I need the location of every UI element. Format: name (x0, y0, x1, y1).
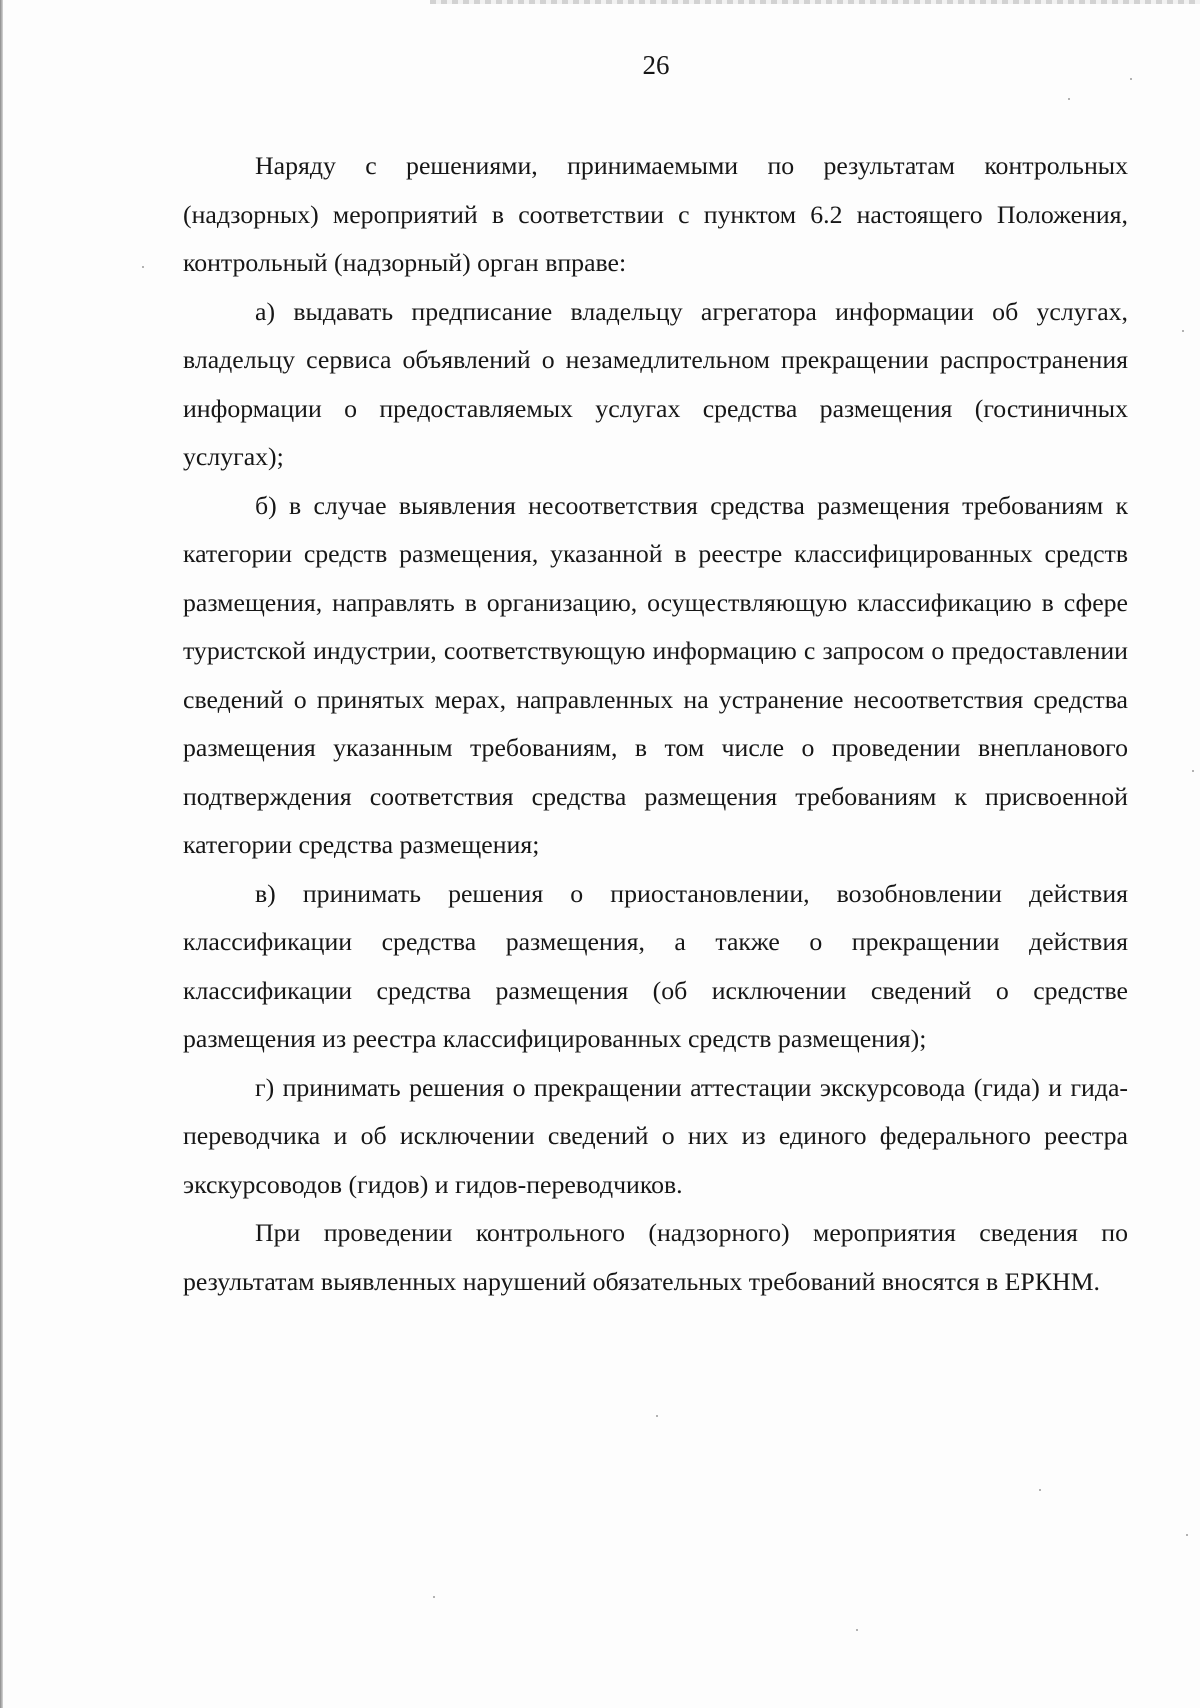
scan-speck (656, 1415, 658, 1417)
scan-speck (1068, 98, 1070, 100)
closing-paragraph: При проведении контрольного (надзорного) мероприятия сведения по результатам выявленных нарушений обязательных требований вносятся в ЕРКНМ. (183, 1218, 1128, 1296)
scan-edge-top (430, 0, 1200, 4)
scan-speck (142, 266, 144, 268)
scan-edge-left (0, 0, 3, 1708)
intro-paragraph: Наряду с решениями, принимаемыми по результатам контрольных (надзорных) мероприятий в соответствии с пунктом 6.2 настоящего Положения, контрольный (надзорный) орган вправе: (183, 151, 1128, 277)
scan-speck (1192, 770, 1194, 772)
document-body (183, 142, 1128, 1306)
item-b-paragraph: б) в случае выявления несоответствия средства размещения требованиям к категории средств размещения, указанной в реестре классифицированных средств размещения, направлять в организацию, осуществляющую классификацию в сфере туристской индустрии, соответствующую информацию с запросом о предоставлении сведений о принятых мерах, направленных на устранение несоответствия средства размещения указанным требованиям, в том числе о проведении внепланового подтверждения соответствия средства размещения требованиям к присвоенной категории средства размещения; (183, 490, 1128, 859)
item-a-paragraph: а) выдавать предписание владельцу агрегатора информации об услугах, владельцу сервиса объявлений о незамедлительном прекращении распространения информации о предоставляемых услугах средства размещения (гостиничных услугах); (183, 296, 1128, 471)
item-v-paragraph: в) принимать решения о приостановлении, возобновлении действия классификации средства размещения, а также о прекращении действия классификации средства размещения (об исключении сведений о средстве размещения из реестра классифицированных средств размещения); (183, 878, 1128, 1053)
item-g-paragraph: г) принимать решения о прекращении аттестации экскурсовода (гида) и гида-переводчика и об исключении сведений о них из единого федерального реестра экскурсоводов (гидов) и гидов-переводчиков. (183, 1072, 1128, 1199)
scan-speck (1186, 1534, 1188, 1536)
scan-speck (1039, 1489, 1041, 1491)
scan-speck (1182, 330, 1184, 332)
page-number: 26 (642, 50, 670, 80)
scan-speck (433, 1596, 435, 1598)
scan-speck (856, 1629, 858, 1631)
